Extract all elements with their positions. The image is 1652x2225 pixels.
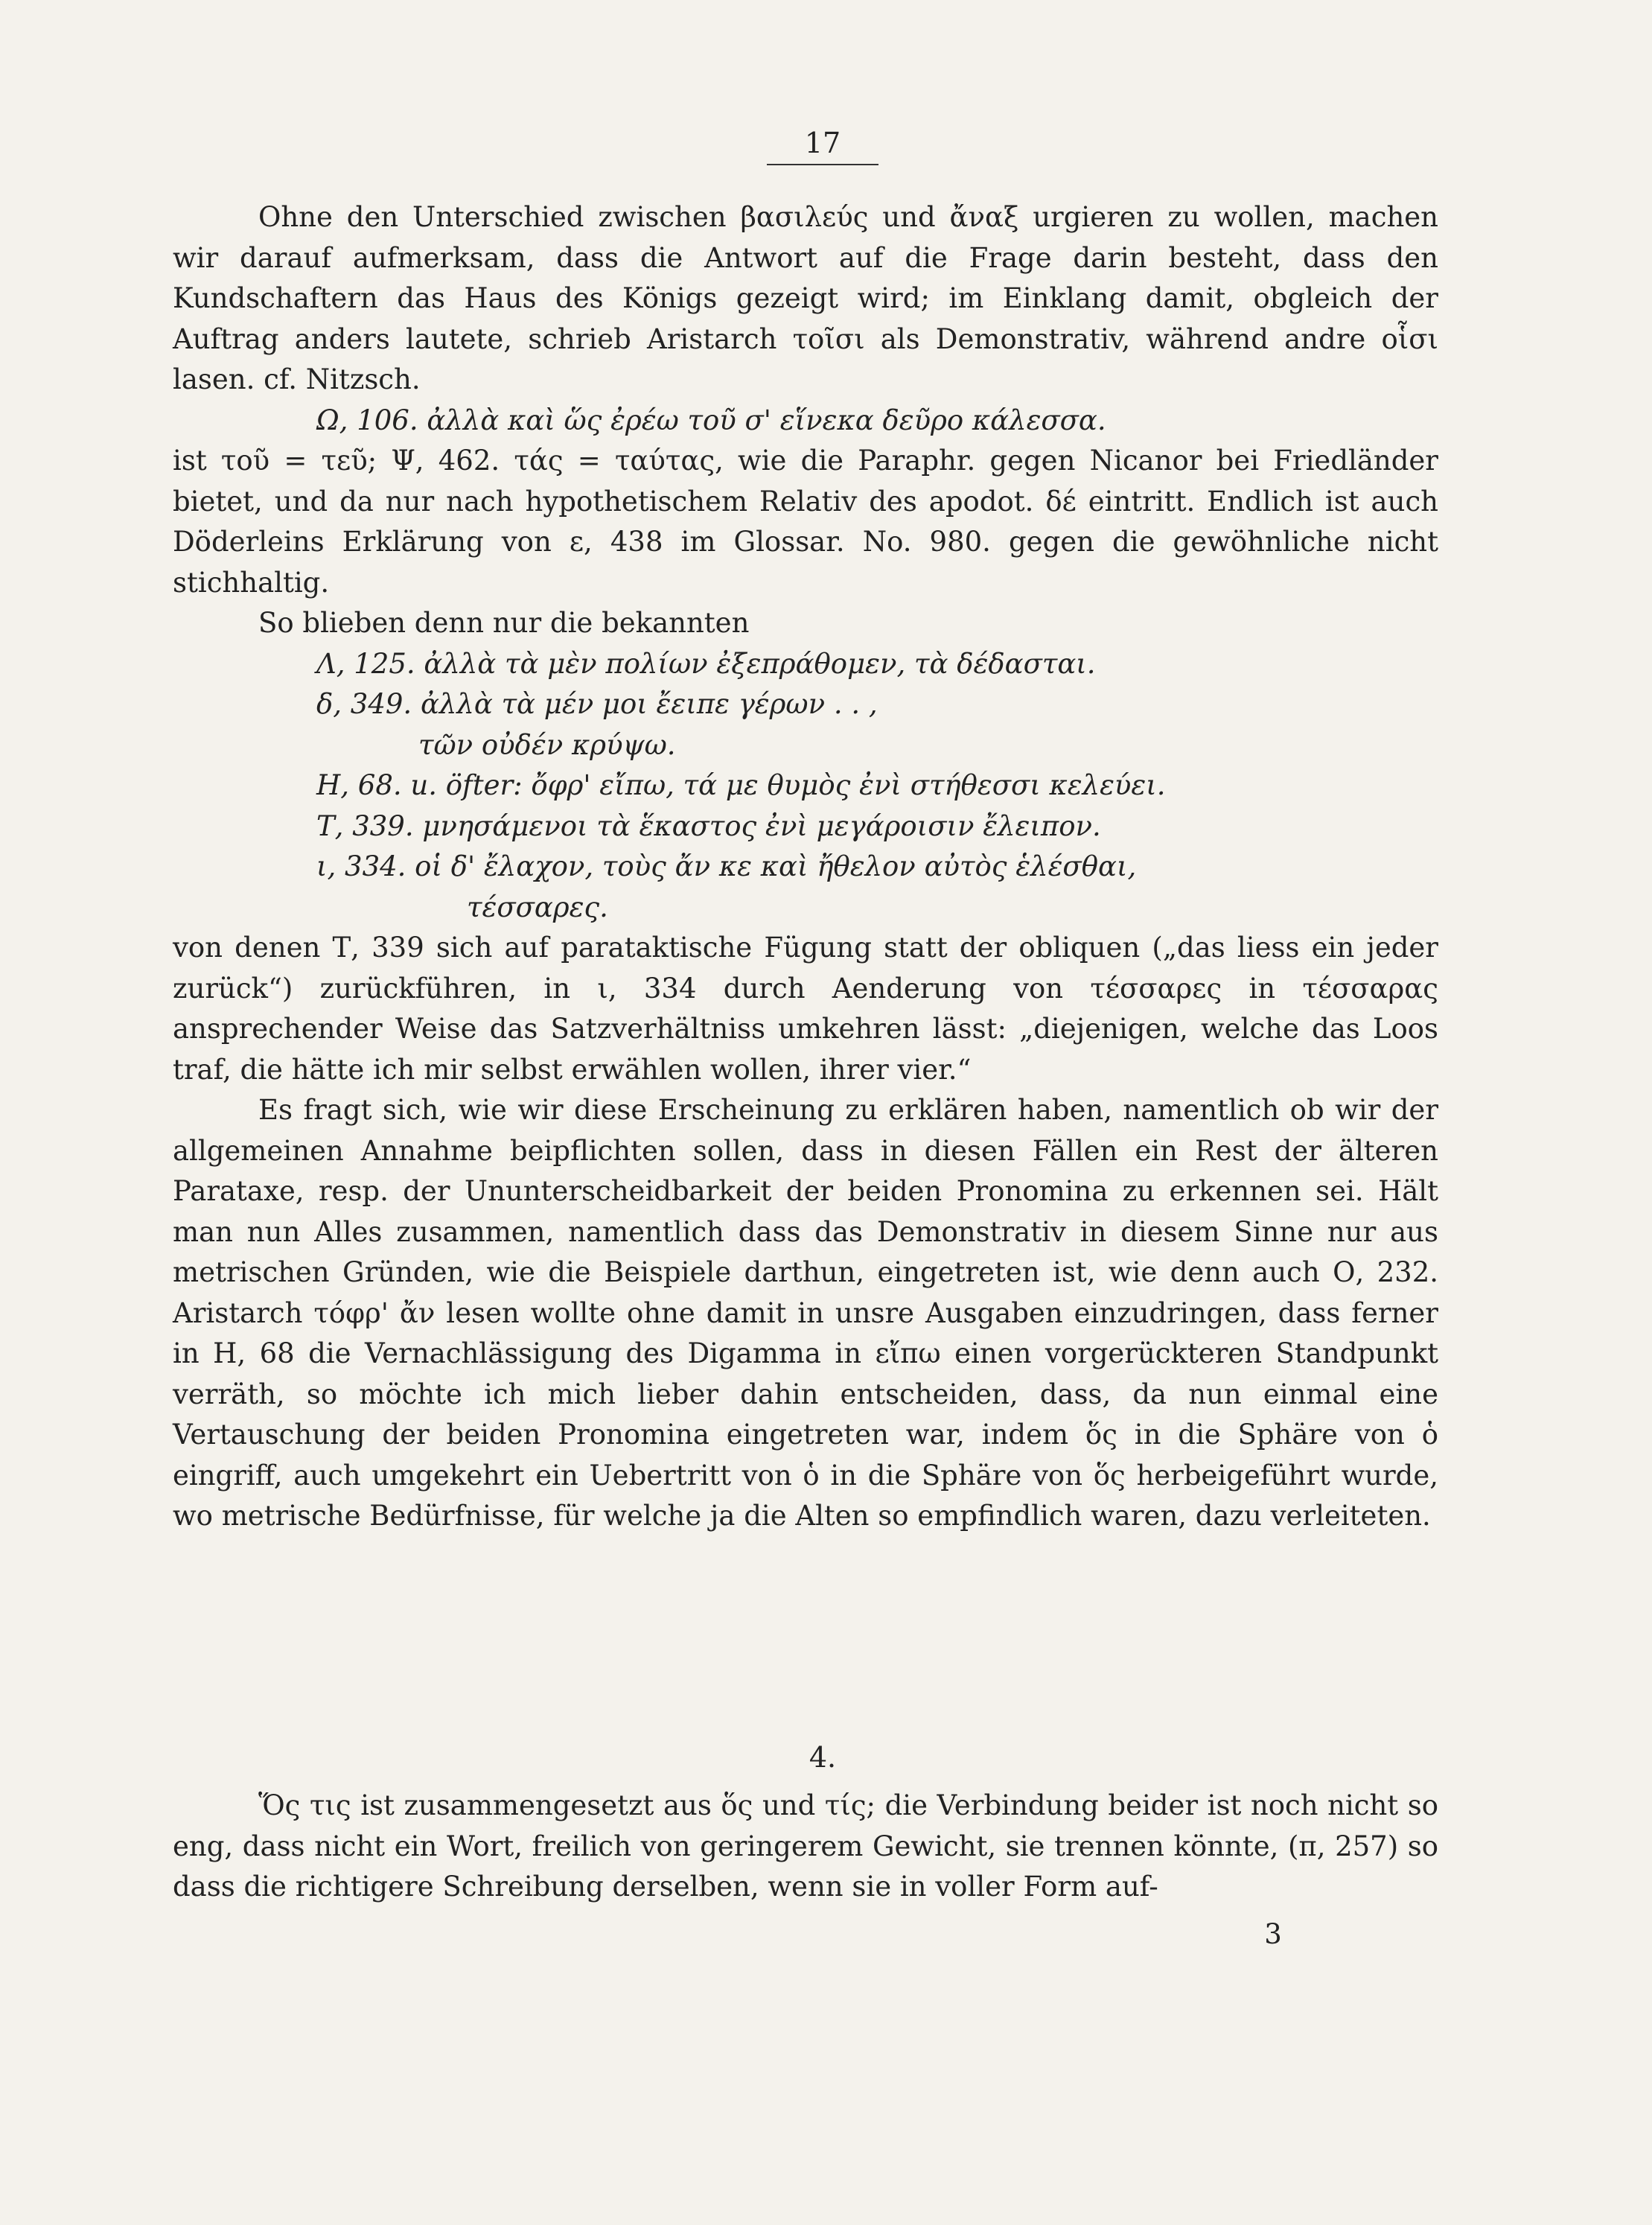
quote-tau-339: Τ, 339. μνησάμενοι τὰ ἕκαστος ἐνὶ μεγάροισιν ἔλειπον. <box>316 809 1101 842</box>
quote-iota-334-continuation: τέσσαρες. <box>467 891 608 923</box>
paragraph-5: Es fragt sich, wie wir diese Erscheinung zu erklären haben, namentlich ob wir der allgemeinen Annahme beipflichten sollen, dass in diesen Fällen ein Rest der älteren Parataxe, resp. der Ununterscheidbarkeit der beiden Pronomina zu erkennen sei. Hält man nun Alles zusammen, namentlich dass das Demonstrativ in diesem Sinne nur aus metrischen Gründen, wie die Beispiele darthun, eingetreten ist, wie denn auch Ο, 232. Aristarch τόφρ' ἄν lesen wollte ohne damit in unsre Ausgaben einzudringen, dass ferner in Η, 68 die Vernachlässigung des Digamma in εἴπω einen vorgerückteren Standpunkt verräth, so möchte ich mich lieber dahin entscheiden, dass, da nun einmal eine Vertauschung der beiden Pronomina eingetreten war, indem ὅς in die Sphäre von ὁ eingriff, auch umgekehrt ein Uebertritt von ὁ in die Sphäre von ὅς herbeigeführt wurde, wo metrische Bedürfnisse, für welche ja die Alten so empfindlich waren, dazu verleiteten. <box>173 1094 1438 1532</box>
paragraph-4: von denen Τ, 339 sich auf parataktische Fügung statt der obliquen („das liess ein jeder zurück“) zurückführen, in ι, 334 durch Aenderung von τέσσαρες in τέσσαρας ansprechender Weise das Satzverhältniss umkehren lässt: „diejenigen, welche das Loos traf, die hätte ich mir selbst erwählen wollen, ihrer vier.“ <box>173 932 1438 1086</box>
section-number: 4. <box>809 1741 837 1774</box>
quote-delta-349-continuation: τῶν οὐδέν κρύψω. <box>418 728 676 761</box>
paragraph-2: ist τοῦ = τεῦ; Ψ, 462. τάς = ταύτας, wie die Paraphr. gegen Nicanor bei Friedländer bietet, und da nur nach hypothetischem Relativ des apodot. δέ eintritt. Endlich ist auch Döderleins Erklärung von ε, 438 im Glossar. No. 980. gegen die gewöhnliche nicht stichhaltig. <box>173 445 1438 599</box>
quote-iota-334: ι, 334. οἱ δ' ἔλαχον, τοὺς ἄν κε καὶ ἤθελον αὐτὸς ἑλέσθαι, <box>316 850 1137 882</box>
paragraph-1: Ohne den Unterschied zwischen βασιλεύς und ἄναξ urgieren zu wollen, machen wir darauf aufmerksam, dass die Antwort auf die Frage darin besteht, dass den Kundschaftern das Haus des Königs gezeigt wird; im Einklang damit, obgleich der Auftrag anders lautete, schrieb Aristarch τοῖσι als Demonstrativ, während andre οἷσι lasen. cf. Nitzsch. <box>173 201 1438 395</box>
paragraph-6: Ὅς τις ist zusammengesetzt aus ὅς und τίς; die Verbindung beider ist noch nicht so eng, dass nicht ein Wort, freilich von geringerem Gewicht, sie trennen könnte, (π, 257) so dass die richtigere Schreibung derselben, wenn sie in voller Form auf- <box>173 1789 1438 1903</box>
quote-delta-349: δ, 349. ἀλλὰ τὰ μέν μοι ἔειπε γέρων . . , <box>316 688 878 720</box>
section-1-body <box>173 197 1438 1537</box>
quote-lambda-125: Λ, 125. ἀλλὰ τὰ μὲν πολίων ἐξεπράθομεν, τὰ δέδασται. <box>316 647 1096 680</box>
page-number: 17 <box>767 127 878 165</box>
signature-mark: 3 <box>1264 1918 1282 1950</box>
quote-eta-68: Η, 68. u. öfter: ὄφρ' εἴπω, τά με θυμὸς ἐνὶ στήθεσσι κελεύει. <box>316 769 1166 801</box>
quote-omega-106: Ω, 106. ἀλλὰ καὶ ὥς ἐρέω τοῦ σ' εἵνεκα δεῦρο κάλεσσα. <box>316 404 1106 436</box>
paragraph-3: So blieben denn nur die bekannten <box>258 607 750 639</box>
section-2-body <box>173 1786 1438 1908</box>
